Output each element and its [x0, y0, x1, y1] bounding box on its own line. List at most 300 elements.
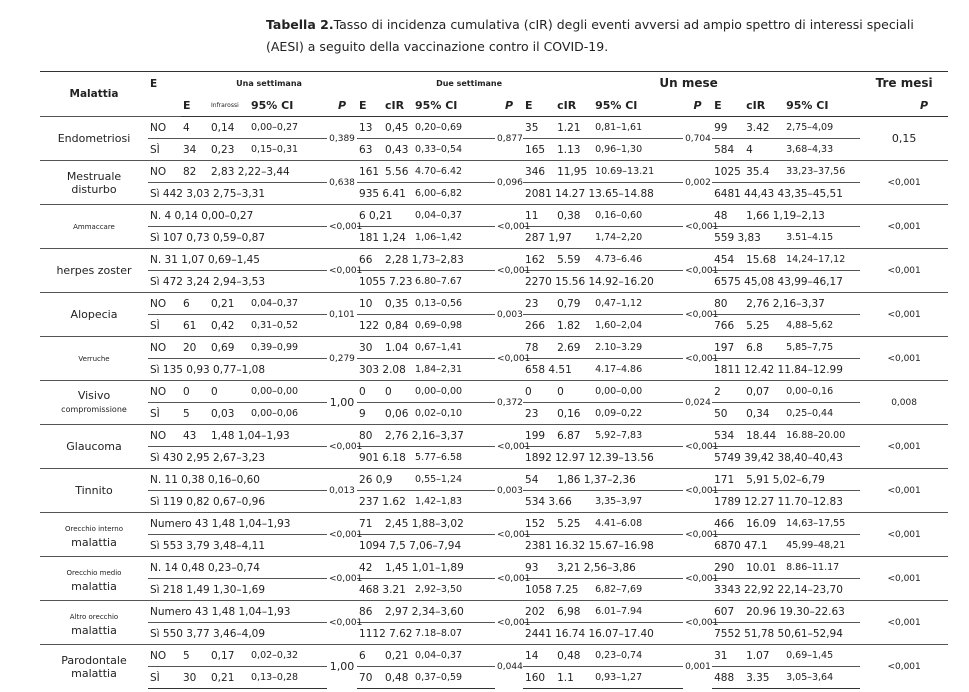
disease-line-1: Visivo	[77, 389, 111, 402]
p-value: <0,001	[860, 557, 948, 601]
cell-b-e1: 165	[523, 139, 555, 161]
cell-a-c1: 20	[181, 337, 209, 359]
cell-a-f1: 197	[712, 337, 744, 359]
cell-a-f2: 16.09	[744, 513, 784, 535]
cell-a-f3: 14,24–17,12	[784, 249, 860, 271]
sub-cir-3: cIR	[555, 94, 593, 117]
cell-b-d3: 2,92–3,50	[413, 579, 495, 601]
p-value: <0,001	[860, 601, 948, 645]
sub-incidence-1: Infrarossi	[209, 94, 249, 117]
cell-a-e2: 3,21 2,56–3,86	[555, 557, 593, 579]
table-row	[40, 293, 948, 315]
cell-a-e1: 93	[523, 557, 555, 579]
cell-b-d3: 7.18–8.07	[413, 623, 495, 645]
disease-line-1: Verruche	[78, 354, 110, 363]
table-row	[40, 601, 948, 623]
cell-a-e3: 0,47–1,12	[593, 293, 683, 315]
p-value: <0,001	[327, 557, 357, 601]
p-value: <0,001	[683, 337, 712, 381]
cell-a-e3: 0,23–0,74	[593, 645, 683, 667]
cell-b-c2: 0,42	[209, 315, 249, 337]
disease-name	[40, 293, 148, 337]
cell-a-c2: 0,21	[209, 293, 249, 315]
cell-a-c3: 0,00–0,27	[249, 117, 327, 139]
sub-p-2: P	[495, 94, 523, 117]
cell-b-e3: 0,96–1,30	[593, 139, 683, 161]
table-row	[40, 359, 948, 381]
cell-b-f3: 45,99–48,21	[784, 535, 860, 557]
cell-a-f1: 466	[712, 513, 744, 535]
cell-a-d1: 6 0,21	[357, 205, 383, 227]
cell-a-d1: 13	[357, 117, 383, 139]
cell-a-e3: 4.41–6.08	[593, 513, 683, 535]
sub-ci-4: 95% CI	[784, 94, 860, 117]
cell-a-d3: 0,67–1,41	[413, 337, 495, 359]
cell-b-e3: 6,82–7,69	[593, 579, 683, 601]
cell-a-c2: 1,48 1,04–1,93	[209, 425, 249, 447]
p-value: 0,003	[495, 293, 523, 337]
cell-b-c1: 30	[181, 667, 209, 689]
cell-a-d1: 10	[357, 293, 383, 315]
cell-b-f1: 1811 12.42 11.84–12.99	[712, 359, 744, 381]
disease-name	[40, 601, 148, 645]
cell-b-d1: 935 6.41	[357, 183, 383, 205]
cell-a-d2: 1.04	[383, 337, 413, 359]
cell-a-e2: 6.87	[555, 425, 593, 447]
table-row	[40, 183, 948, 205]
cell-a-e2: 0	[555, 381, 593, 403]
cell-a-c0: N. 4 0,14 0,00–0,27	[148, 205, 181, 227]
disease-name	[40, 117, 148, 161]
cell-b-f3: 3,05–3,64	[784, 667, 860, 689]
table-row	[40, 535, 948, 557]
cell-a-e1: 11	[523, 205, 555, 227]
table-row	[40, 271, 948, 293]
p-value: 0,389	[327, 117, 357, 161]
cell-a-f2: 18.44	[744, 425, 784, 447]
cell-a-c3	[249, 249, 327, 271]
disease-name	[40, 557, 148, 601]
sub-e-3: E	[523, 94, 555, 117]
caption-text: Tasso di incidenza cumulativa (cIR) degli eventi avversi ad ampio spettro di interessi speciali (AESI) a seguito della vaccinazione contro il COVID-19.	[266, 17, 914, 54]
disease-line-1: Ammaccare	[73, 222, 115, 231]
cell-a-f1: 1025	[712, 161, 744, 183]
cell-a-d2: 0,21	[383, 645, 413, 667]
cell-b-d3: 0,33–0,54	[413, 139, 495, 161]
cell-b-f1: 6575 45,08 43,99–46,17	[712, 271, 744, 293]
cell-b-e1: 2441 16.74 16.07–17.40	[523, 623, 555, 645]
cell-b-c0: Sì 472 3,24 2,94–3,53	[148, 271, 181, 293]
p-value: <0,001	[495, 513, 523, 557]
disease-line-1: Alopecia	[70, 308, 118, 321]
cell-b-e1: 658 4.51	[523, 359, 555, 381]
disease-line-1: Orecchio medio	[66, 568, 122, 577]
p-value: <0,001	[327, 249, 357, 293]
disease-line-1: herpes zoster	[56, 264, 132, 277]
cell-b-d1: 63	[357, 139, 383, 161]
p-value: 0,013	[327, 469, 357, 513]
cell-b-f2: 4	[744, 139, 784, 161]
cell-b-c3: 0,15–0,31	[249, 139, 327, 161]
p-value: <0,001	[495, 601, 523, 645]
cell-b-c1: 5	[181, 403, 209, 425]
cell-a-d3: 0,13–0,56	[413, 293, 495, 315]
sub-ci-3: 95% CI	[593, 94, 683, 117]
disease-line-1: Glaucoma	[66, 440, 122, 453]
p-value: <0,001	[327, 513, 357, 557]
cell-a-d3: 0,00–0,00	[413, 381, 495, 403]
cell-b-c0: Sì 550 3,77 3,46–4,09	[148, 623, 181, 645]
header-group-week1: Una settimana	[181, 72, 357, 95]
cell-a-f3: 5,85–7,75	[784, 337, 860, 359]
p-value: 0,101	[327, 293, 357, 337]
cell-a-e3: 5,92–7,83	[593, 425, 683, 447]
cell-b-e2: 0,16	[555, 403, 593, 425]
cell-b-c0: SÌ	[148, 315, 181, 337]
cell-a-e2: 5.59	[555, 249, 593, 271]
cell-a-c3: 0,04–0,37	[249, 293, 327, 315]
cell-a-d1: 86	[357, 601, 383, 623]
cell-a-c1: 43	[181, 425, 209, 447]
cell-b-f3: 0,25–0,44	[784, 403, 860, 425]
cell-b-d1: 303 2.08	[357, 359, 383, 381]
p-value: 0,044	[495, 645, 523, 689]
cell-b-c1: 34	[181, 139, 209, 161]
p-value: 1,00	[327, 381, 357, 425]
cell-b-e2: 1.13	[555, 139, 593, 161]
cell-a-e1: 162	[523, 249, 555, 271]
cell-b-e1: 534 3.66	[523, 491, 555, 513]
cell-b-c0: SÌ	[148, 403, 181, 425]
cell-b-e1: 266	[523, 315, 555, 337]
p-value: <0,001	[495, 337, 523, 381]
incidence-table	[40, 71, 948, 689]
cell-a-d2: 2,76 2,16–3,37	[383, 425, 413, 447]
sub-e-2: E	[357, 94, 383, 117]
cell-a-f1: 2	[712, 381, 744, 403]
cell-a-f2: 5,91 5,02–6,79	[744, 469, 784, 491]
cell-b-c0: Sì 107 0,73 0,59–0,87	[148, 227, 181, 249]
cell-a-d2: 2,28 1,73–2,83	[383, 249, 413, 271]
header-group-week2: Due settimane	[383, 72, 555, 95]
cell-b-f1: 50	[712, 403, 744, 425]
cell-a-f1: 290	[712, 557, 744, 579]
cell-b-f2: 0,34	[744, 403, 784, 425]
p-value: 0,704	[683, 117, 712, 161]
cell-a-f3: 14,63–17,55	[784, 513, 860, 535]
cell-a-d3: 4.70–6.42	[413, 161, 495, 183]
cell-a-d2: 2,97 2,34–3,60	[383, 601, 413, 623]
cell-a-f1: 171	[712, 469, 744, 491]
cell-a-e2: 0,79	[555, 293, 593, 315]
cell-b-d3: 0,02–0,10	[413, 403, 495, 425]
cell-b-c0: Sì 135 0,93 0,77–1,08	[148, 359, 181, 381]
cell-b-e3: 1,74–2,20	[593, 227, 683, 249]
cell-a-f3: 33,23–37,56	[784, 161, 860, 183]
header-malattia: Malattia	[40, 72, 148, 117]
cell-a-e1: 35	[523, 117, 555, 139]
p-value: 0,024	[683, 381, 712, 425]
cell-b-e3: 4.17–4.86	[593, 359, 683, 381]
p-value: <0,001	[860, 205, 948, 249]
cell-a-e3: 2.10–3.29	[593, 337, 683, 359]
cell-a-c0: NO	[148, 293, 181, 315]
cell-a-e3: 0,81–1,61	[593, 117, 683, 139]
cell-a-d3: 0,20–0,69	[413, 117, 495, 139]
cell-a-f2: 35.4	[744, 161, 784, 183]
cell-a-e1: 23	[523, 293, 555, 315]
cell-a-d2: 0,35	[383, 293, 413, 315]
cell-b-e1: 2270 15.56 14.92–16.20	[523, 271, 555, 293]
cell-a-c0: Numero 43 1,48 1,04–1,93	[148, 601, 181, 623]
table-caption	[266, 14, 946, 58]
cell-b-e2: 1.1	[555, 667, 593, 689]
cell-b-d1: 237 1.62	[357, 491, 383, 513]
table-row	[40, 491, 948, 513]
table-row	[40, 667, 948, 689]
cell-b-c2: 0,03	[209, 403, 249, 425]
p-value: <0,001	[327, 205, 357, 249]
cell-b-f3: 3,68–4,33	[784, 139, 860, 161]
cell-b-d2: 0,84	[383, 315, 413, 337]
p-value: <0,001	[683, 293, 712, 337]
cell-a-d1: 161	[357, 161, 383, 183]
cell-b-c3: 0,31–0,52	[249, 315, 327, 337]
cell-a-e1: 14	[523, 645, 555, 667]
p-value: 0,096	[495, 161, 523, 205]
cell-b-f2: 5.25	[744, 315, 784, 337]
cell-a-f1: 48	[712, 205, 744, 227]
cell-a-f2: 15.68	[744, 249, 784, 271]
p-value: <0,001	[327, 425, 357, 469]
cell-a-d2: 2,45 1,88–3,02	[383, 513, 413, 535]
cell-a-c0: NO	[148, 425, 181, 447]
cell-a-f1: 454	[712, 249, 744, 271]
sub-ci-1: 95% CI	[249, 94, 327, 117]
cell-b-f1: 6870 47.1	[712, 535, 744, 557]
sub-p-1: P	[327, 94, 357, 117]
p-value: <0,001	[860, 425, 948, 469]
cell-b-d1: 9	[357, 403, 383, 425]
disease-line-2: malattia	[71, 623, 117, 637]
cell-a-d1: 0	[357, 381, 383, 403]
cell-a-d2: 0	[383, 381, 413, 403]
cell-b-c2: 0,21	[209, 667, 249, 689]
cell-b-c3: 0,13–0,28	[249, 667, 327, 689]
cell-a-c1: 0	[181, 381, 209, 403]
p-value: <0,001	[860, 337, 948, 381]
cell-b-f1: 6481 44,43 43,35–45,51	[712, 183, 744, 205]
p-value: <0,001	[683, 513, 712, 557]
table-row	[40, 227, 948, 249]
cell-a-e2: 0,38	[555, 205, 593, 227]
cell-a-f2: 10.01	[744, 557, 784, 579]
cell-b-d3: 1,42–1,83	[413, 491, 495, 513]
cell-a-d3: 0,55–1,24	[413, 469, 495, 491]
cell-a-e3: 0,16–0,60	[593, 205, 683, 227]
cell-a-c1: 82	[181, 161, 209, 183]
disease-name	[40, 513, 148, 557]
table-body	[40, 117, 948, 689]
caption-label: Tabella 2.	[266, 17, 334, 32]
sub-ci-2: 95% CI	[413, 94, 495, 117]
p-value: 0,15	[860, 117, 948, 161]
table-row	[40, 513, 948, 535]
cell-b-c3: 0,00–0,06	[249, 403, 327, 425]
cell-a-f1: 534	[712, 425, 744, 447]
cell-a-d3: 0,04–0,37	[413, 645, 495, 667]
cell-a-e1: 202	[523, 601, 555, 623]
cell-a-f2: 0,07	[744, 381, 784, 403]
cell-b-d1: 901 6.18	[357, 447, 383, 469]
p-value: 0,638	[327, 161, 357, 205]
cell-b-d2: 0,06	[383, 403, 413, 425]
disease-line-1: Mestruale	[66, 169, 122, 183]
p-value: <0,001	[327, 601, 357, 645]
header-group-month3: Tre mesi	[860, 72, 948, 95]
p-value: 0,003	[495, 469, 523, 513]
sub-cir-2: cIR	[383, 94, 413, 117]
cell-b-e1: 1892 12.97 12.39–13.56	[523, 447, 555, 469]
table-row	[40, 117, 948, 139]
disease-line-2: compromissione	[61, 405, 127, 414]
cell-a-d1: 71	[357, 513, 383, 535]
p-value: <0,001	[860, 645, 948, 689]
cell-b-e1: 2081 14.27 13.65–14.88	[523, 183, 555, 205]
cell-b-d2: 0,48	[383, 667, 413, 689]
cell-b-d1: 468 3.21	[357, 579, 383, 601]
table-row	[40, 645, 948, 667]
cell-a-c3	[249, 469, 327, 491]
table-row	[40, 469, 948, 491]
cell-b-e1: 1058 7.25	[523, 579, 555, 601]
cell-b-f1: 5749 39,42 38,40–40,43	[712, 447, 744, 469]
p-value: <0,001	[860, 513, 948, 557]
cell-b-e3: 0,93–1,27	[593, 667, 683, 689]
cell-a-c0: NO	[148, 117, 181, 139]
cell-a-e3: 4.73–6.46	[593, 249, 683, 271]
header-group-month1: Un mese	[593, 72, 784, 95]
cell-a-f3: 8.86–11.17	[784, 557, 860, 579]
cell-a-e2: 2.69	[555, 337, 593, 359]
cell-a-f1: 607	[712, 601, 744, 623]
cell-b-e2: 1.82	[555, 315, 593, 337]
table-row	[40, 557, 948, 579]
cell-b-d3: 0,37–0,59	[413, 667, 495, 689]
p-value: 0,877	[495, 117, 523, 161]
disease-name	[40, 161, 148, 205]
header-e: E	[148, 72, 181, 117]
cell-a-c0: NO	[148, 161, 181, 183]
cell-b-e3: 0,09–0,22	[593, 403, 683, 425]
cell-a-f2: 2,76 2,16–3,37	[744, 293, 784, 315]
table-row	[40, 205, 948, 227]
cell-a-e2: 0,48	[555, 645, 593, 667]
sub-e-1: E	[181, 94, 209, 117]
cell-b-e3: 1,60–2,04	[593, 315, 683, 337]
p-value: <0,001	[495, 557, 523, 601]
cell-b-f3: 4,88–5,62	[784, 315, 860, 337]
cell-a-f1: 99	[712, 117, 744, 139]
disease-line-1: Orecchio interno	[64, 524, 124, 533]
cell-a-c3: 0,02–0,32	[249, 645, 327, 667]
cell-b-c0: SÌ	[148, 667, 181, 689]
cell-a-c0: N. 31 1,07 0,69–1,45	[148, 249, 181, 271]
cell-a-f3: 0,00–0,16	[784, 381, 860, 403]
cell-b-d1: 1112 7.62	[357, 623, 383, 645]
cell-a-c0: N. 11 0,38 0,16–0,60	[148, 469, 181, 491]
cell-a-e1: 346	[523, 161, 555, 183]
cell-a-c2: 0,17	[209, 645, 249, 667]
cell-a-d1: 42	[357, 557, 383, 579]
cell-a-c3: 0,39–0,99	[249, 337, 327, 359]
disease-line-1: Altro orecchio	[69, 612, 119, 621]
disease-line-2: malattia	[71, 579, 117, 593]
sub-e-4: E	[712, 94, 744, 117]
cell-a-d1: 6	[357, 645, 383, 667]
cell-b-c0: SÌ	[148, 139, 181, 161]
cell-a-e2: 11,95	[555, 161, 593, 183]
cell-a-f3: 16.88–20.00	[784, 425, 860, 447]
p-value: <0,001	[683, 557, 712, 601]
cell-a-e1: 152	[523, 513, 555, 535]
cell-b-d3: 1,84–2,31	[413, 359, 495, 381]
cell-b-d3: 6.80–7.67	[413, 271, 495, 293]
cell-a-e2: 5.25	[555, 513, 593, 535]
disease-line-1: Parodontale	[61, 653, 127, 667]
cell-b-c1: 61	[181, 315, 209, 337]
cell-a-d2: 1,45 1,01–1,89	[383, 557, 413, 579]
p-value: 0,279	[327, 337, 357, 381]
cell-a-d1: 30	[357, 337, 383, 359]
cell-b-f2: 3.35	[744, 667, 784, 689]
cell-a-f1: 80	[712, 293, 744, 315]
table-row	[40, 447, 948, 469]
p-value: <0,001	[495, 425, 523, 469]
cell-b-d3: 6,00–6,82	[413, 183, 495, 205]
cell-a-e3: 10.69–13.21	[593, 161, 683, 183]
disease-name	[40, 645, 148, 689]
cell-b-c2: 0,23	[209, 139, 249, 161]
cell-a-f3: 0,69–1,45	[784, 645, 860, 667]
disease-name	[40, 381, 148, 425]
cell-a-c1: 5	[181, 645, 209, 667]
cell-b-d1: 1094 7,5 7,06–7,94	[357, 535, 383, 557]
p-value: 0,002	[683, 161, 712, 205]
cell-a-c3	[249, 557, 327, 579]
cell-a-e1: 0	[523, 381, 555, 403]
cell-a-c0: NO	[148, 337, 181, 359]
p-value: <0,001	[683, 205, 712, 249]
cell-a-c2: 0	[209, 381, 249, 403]
cell-a-c3: 0,00–0,00	[249, 381, 327, 403]
cell-b-f1: 584	[712, 139, 744, 161]
cell-b-e1: 287 1,97	[523, 227, 555, 249]
disease-line-1: Endometriosi	[57, 132, 131, 145]
cell-a-e1: 199	[523, 425, 555, 447]
cell-a-d1: 26 0,9	[357, 469, 383, 491]
cell-a-f1: 31	[712, 645, 744, 667]
cell-b-d1: 122	[357, 315, 383, 337]
p-value: 0,008	[860, 381, 948, 425]
table-row	[40, 337, 948, 359]
table-row	[40, 249, 948, 271]
cell-a-e1: 54	[523, 469, 555, 491]
sub-p-4: P	[860, 94, 948, 117]
p-value: <0,001	[683, 601, 712, 645]
cell-a-d2: 0,45	[383, 117, 413, 139]
cell-b-d1: 1055 7.23	[357, 271, 383, 293]
